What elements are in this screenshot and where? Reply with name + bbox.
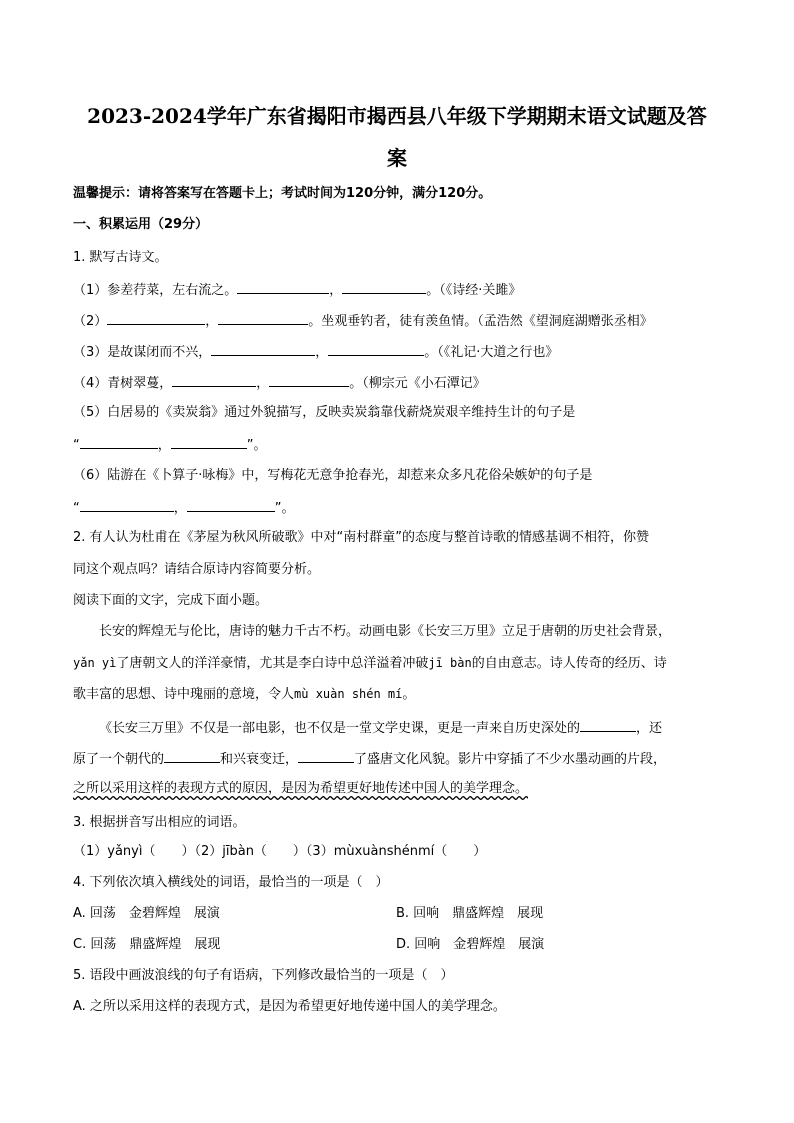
- answer-blank[interactable]: [237, 280, 329, 294]
- q1-item-1-text: （1）参差荇菜，左右流之。: [73, 283, 238, 298]
- page-title-continued: 案: [387, 146, 407, 170]
- answer-blank[interactable]: [328, 342, 424, 356]
- q5-option-a[interactable]: A. 之所以采用这样的表现方式，是因为希望更好地传递中国人的美学理念。: [73, 999, 506, 1014]
- fill-blank-3[interactable]: [298, 749, 354, 763]
- separator: ，: [157, 438, 171, 453]
- q3-items: （1）yǎnyì（ ）（2）jībàn（ ）（3）mùxuànshénmí（ ）: [73, 844, 487, 859]
- answer-blank[interactable]: [171, 435, 247, 449]
- q1-item-6-answer: [73, 498, 295, 518]
- fill-blank-1[interactable]: [580, 718, 636, 732]
- passage-p2-line-2: [73, 749, 666, 769]
- q1-stem: 1. 默写古诗文。: [73, 250, 168, 265]
- passage-p1-line-1: 长安的辉煌无与伦比，唐诗的魅力千古不朽。动画电影《长安三万里》立足于唐朝的历史社会背景，: [99, 624, 672, 639]
- answer-blank[interactable]: [211, 342, 315, 356]
- q1-item-5-answer: [73, 435, 267, 455]
- q1-item-3: [73, 342, 558, 362]
- answer-blank[interactable]: [187, 498, 275, 512]
- answer-blank[interactable]: [172, 373, 256, 387]
- separator: ，: [256, 376, 270, 391]
- passage-p2-line-3: [73, 780, 528, 798]
- notice: 温馨提示：请将答案写在答题卡上；考试时间为120分钟，满分120分。: [73, 186, 492, 201]
- q1-item-1-source: 。（《诗经·关雎》: [426, 283, 522, 298]
- q1-item-3-source: 。（《礼记·大道之行也》: [424, 345, 559, 360]
- q3-stem: 3. 根据拼音写出相应的词语。: [73, 815, 246, 830]
- separator: ，: [205, 314, 219, 329]
- passage-text: 的自由意志。诗人传奇的经历、诗: [471, 656, 667, 671]
- passage-text: 。: [402, 687, 416, 702]
- open-quote: “: [73, 438, 80, 453]
- passage-text: ，还: [636, 721, 663, 736]
- separator: ，: [315, 345, 329, 360]
- q1-item-2-source: 。坐观垂钓者，徒有羡鱼情。（孟浩然《望洞庭湖赠张丞相》: [308, 314, 653, 329]
- q5-stem: 5. 语段中画波浪线的句子有语病，下列修改最恰当的一项是（ ）: [73, 968, 454, 983]
- q1-item-1: [73, 280, 521, 300]
- q1-item-4-source: 。（柳宗元《小石潭记》: [349, 376, 486, 391]
- section-heading: 一、积累运用（29分）: [73, 217, 209, 232]
- wavy-underlined-sentence: 之所以采用这样的表现方式的原因，是因为希望更好地传述中国人的美学理念。: [73, 781, 529, 796]
- q2-line-2: 同这个观点吗？请结合原诗内容简要分析。: [73, 562, 321, 577]
- answer-blank[interactable]: [80, 435, 158, 449]
- passage-p2-line-1: [99, 718, 662, 738]
- q1-item-4-text: （4）青树翠蔓，: [73, 376, 173, 391]
- q2-line-1: 2. 有人认为杜甫在《茅屋为秋风所破歌》中对“南村群童”的态度与整首诗歌的情感基调不相符，你赞: [73, 530, 650, 545]
- fill-blank-2[interactable]: [164, 749, 220, 763]
- answer-blank[interactable]: [269, 373, 349, 387]
- close-quote: ”。: [274, 501, 295, 516]
- answer-blank[interactable]: [218, 311, 308, 325]
- page-title: 2023-2024学年广东省揭阳市揭西县八年级下学期期末语文试题及答: [87, 104, 707, 128]
- q4-option-c[interactable]: C. 回荡 鼎盛辉煌 展现: [73, 937, 221, 952]
- reading-intro: 阅读下面的文字，完成下面小题。: [73, 593, 269, 608]
- passage-text: 原了一个朝代的: [73, 752, 165, 767]
- open-quote: “: [73, 501, 80, 516]
- close-quote: ”。: [246, 438, 267, 453]
- pinyin-3: mù xuàn shén mí: [294, 687, 403, 701]
- separator: ，: [173, 501, 187, 516]
- separator: ，: [329, 283, 343, 298]
- q1-item-2-text: （2）: [73, 314, 108, 329]
- q4-option-b[interactable]: B. 回响 鼎盛辉煌 展现: [396, 906, 544, 921]
- q4-option-d[interactable]: D. 回响 金碧辉煌 展演: [396, 937, 545, 952]
- q4-option-a[interactable]: A. 回荡 金碧辉煌 展演: [73, 906, 220, 921]
- passage-text: 了唐朝文人的洋洋豪情，尤其是李白诗中总洋溢着冲破: [116, 656, 429, 671]
- answer-blank[interactable]: [80, 498, 174, 512]
- answer-blank[interactable]: [107, 311, 205, 325]
- q1-item-2: [73, 311, 653, 331]
- passage-text: 歌丰富的思想、诗中瑰丽的意境，令人: [73, 687, 295, 702]
- answer-blank[interactable]: [342, 280, 426, 294]
- q1-item-6: （6）陆游在《卜算子·咏梅》中，写梅花无意争抢春光，却惹来众多凡花俗朵嫉妒的句子是: [73, 468, 593, 483]
- pinyin-1: yǎn yì: [73, 656, 117, 670]
- q1-item-5: （5）白居易的《卖炭翁》通过外貌描写，反映卖炭翁靠伐薪烧炭艰辛维持生计的句子是: [73, 405, 576, 420]
- q1-item-3-text: （3）是故谋闭而不兴，: [73, 345, 212, 360]
- passage-text: 和兴衰变迁，: [220, 752, 299, 767]
- passage-p1-line-2: [73, 654, 667, 673]
- q4-stem: 4. 下列依次填入横线处的词语，最恰当的一项是（ ）: [73, 875, 389, 890]
- q1-item-4: [73, 373, 486, 393]
- pinyin-2: jī bàn: [428, 656, 472, 670]
- passage-p1-line-3: [73, 685, 415, 704]
- passage-text: 了盛唐文化风貌。影片中穿插了不少水墨动画的片段，: [354, 752, 667, 767]
- passage-text: 《长安三万里》不仅是一部电影，也不仅是一堂文学史课，更是一声来自历史深处的: [99, 721, 581, 736]
